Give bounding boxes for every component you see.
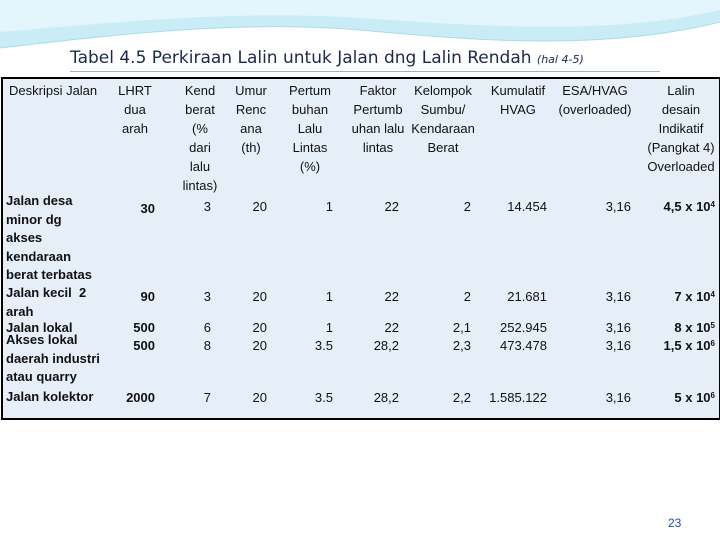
row-5-kelompok: 2,2 xyxy=(452,390,471,405)
header-faktor: Faktor Pertumb uhan lalu lintas xyxy=(351,83,405,155)
row-1-umur: 20 xyxy=(252,199,267,214)
row-1-kelompok: 2 xyxy=(463,199,471,214)
row-2-pertumbuhan: 1 xyxy=(325,289,333,304)
row-2-kend-berat: 3 xyxy=(203,289,211,304)
row-1-faktor: 22 xyxy=(384,199,399,214)
header-lhrt: LHRT dua arah xyxy=(118,83,152,136)
row-5-lalin-exponent: 6 xyxy=(710,391,715,400)
row-3-pertumbuhan: 1 xyxy=(325,320,333,335)
row-4-deskripsi: Akses lokal daerah industri atau quarry xyxy=(6,332,100,385)
row-1-kumulatif: 14.454 xyxy=(507,199,547,214)
row-5-deskripsi: Jalan kolektor xyxy=(6,389,94,404)
header-pertumbuhan: Pertum buhan Lalu Lintas (%) xyxy=(289,83,331,174)
row-4-kumulatif: 473.478 xyxy=(500,338,547,353)
row-1-lalin-desain xyxy=(623,197,715,216)
row-3-kelompok: 2,1 xyxy=(452,320,471,335)
row-1-lalin-exponent: 4 xyxy=(710,200,715,209)
row-3-esa-hvag: 3,16 xyxy=(605,320,631,335)
row-2-lalin-desain xyxy=(623,287,715,306)
row-1-pertumbuhan: 1 xyxy=(325,199,333,214)
row-4-pertumbuhan: 3.5 xyxy=(314,338,333,353)
row-2-lhrt: 90 xyxy=(140,289,155,304)
row-3-umur: 20 xyxy=(252,320,267,335)
row-2-deskripsi: Jalan kecil 2 arah xyxy=(6,285,87,319)
header-kelompok: Kelompok Sumbu/ Kendaraan Berat xyxy=(411,83,475,155)
row-1-lhrt: 30 xyxy=(140,201,155,216)
row-4-kelompok: 2,3 xyxy=(452,338,471,353)
row-2-lalin-base: 7 x 10 xyxy=(674,289,711,304)
row-5-umur: 20 xyxy=(252,390,267,405)
header-umur-rencana: Umur Renc ana (th) xyxy=(235,83,267,155)
row-5-lhrt: 2000 xyxy=(126,390,155,405)
row-1-esa-hvag: 3,16 xyxy=(605,199,631,214)
row-4-esa-hvag: 3,16 xyxy=(605,338,631,353)
page-title xyxy=(70,48,584,68)
row-4-kend-berat: 8 xyxy=(203,338,211,353)
row-5-esa-hvag: 3,16 xyxy=(605,390,631,405)
header-deskripsi-jalan: Deskripsi Jalan xyxy=(9,83,98,98)
row-3-kend-berat: 6 xyxy=(203,320,211,335)
header-kend-berat: Kend berat (% dari lalu lintas) xyxy=(182,83,218,193)
row-4-lalin-exponent: 6 xyxy=(710,339,715,348)
header-lalin-desain: Lalin desain Indikatif (Pangkat 4) Overloaded xyxy=(647,83,715,174)
row-2-faktor: 22 xyxy=(384,289,399,304)
row-5-kumulatif: 1.585.122 xyxy=(489,390,547,405)
row-5-lalin-base: 5 x 10 xyxy=(674,390,711,405)
row-1-lalin-base: 4,5 x 10 xyxy=(663,199,711,214)
row-3-lalin-desain xyxy=(623,318,715,337)
title-underline xyxy=(70,71,660,72)
row-2-kelompok: 2 xyxy=(463,289,471,304)
row-2-esa-hvag: 3,16 xyxy=(605,289,631,304)
row-2-lalin-exponent: 4 xyxy=(710,290,715,299)
header-esa-hvag: ESA/HVAG (overloaded) xyxy=(558,83,632,117)
row-4-lalin-base: 1,5 x 10 xyxy=(663,338,711,353)
row-3-kumulatif: 252.945 xyxy=(500,320,547,335)
row-1-kend-berat: 3 xyxy=(203,199,211,214)
row-4-umur: 20 xyxy=(252,338,267,353)
title-text: Tabel 4.5 Perkiraan Lalin untuk Jalan dng Lalin Rendah xyxy=(70,48,537,68)
row-4-faktor: 28,2 xyxy=(373,338,399,353)
title-note: (hal 4-5) xyxy=(536,53,584,66)
row-3-faktor: 22 xyxy=(384,320,399,335)
header-kumulatif: Kumulatif HVAG xyxy=(490,83,546,117)
row-1-deskripsi: Jalan desa minor dg akses kendaraan berat terbatas xyxy=(6,193,92,283)
row-3-lalin-exponent: 5 xyxy=(710,321,715,330)
row-4-lalin-desain xyxy=(623,336,715,355)
traffic-estimate-table xyxy=(1,77,720,420)
row-5-kend-berat: 7 xyxy=(203,390,211,405)
row-4-lhrt: 500 xyxy=(133,338,155,353)
row-2-umur: 20 xyxy=(252,289,267,304)
row-2-kumulatif: 21.681 xyxy=(507,289,547,304)
row-5-pertumbuhan: 3.5 xyxy=(314,390,333,405)
row-3-deskripsi: Jalan lokal xyxy=(6,320,73,335)
row-5-faktor: 28,2 xyxy=(373,390,399,405)
row-3-lhrt: 500 xyxy=(133,320,155,335)
page-number: 23 xyxy=(668,516,682,530)
row-3-lalin-base: 8 x 10 xyxy=(674,320,711,335)
row-5-lalin-desain xyxy=(623,388,715,407)
